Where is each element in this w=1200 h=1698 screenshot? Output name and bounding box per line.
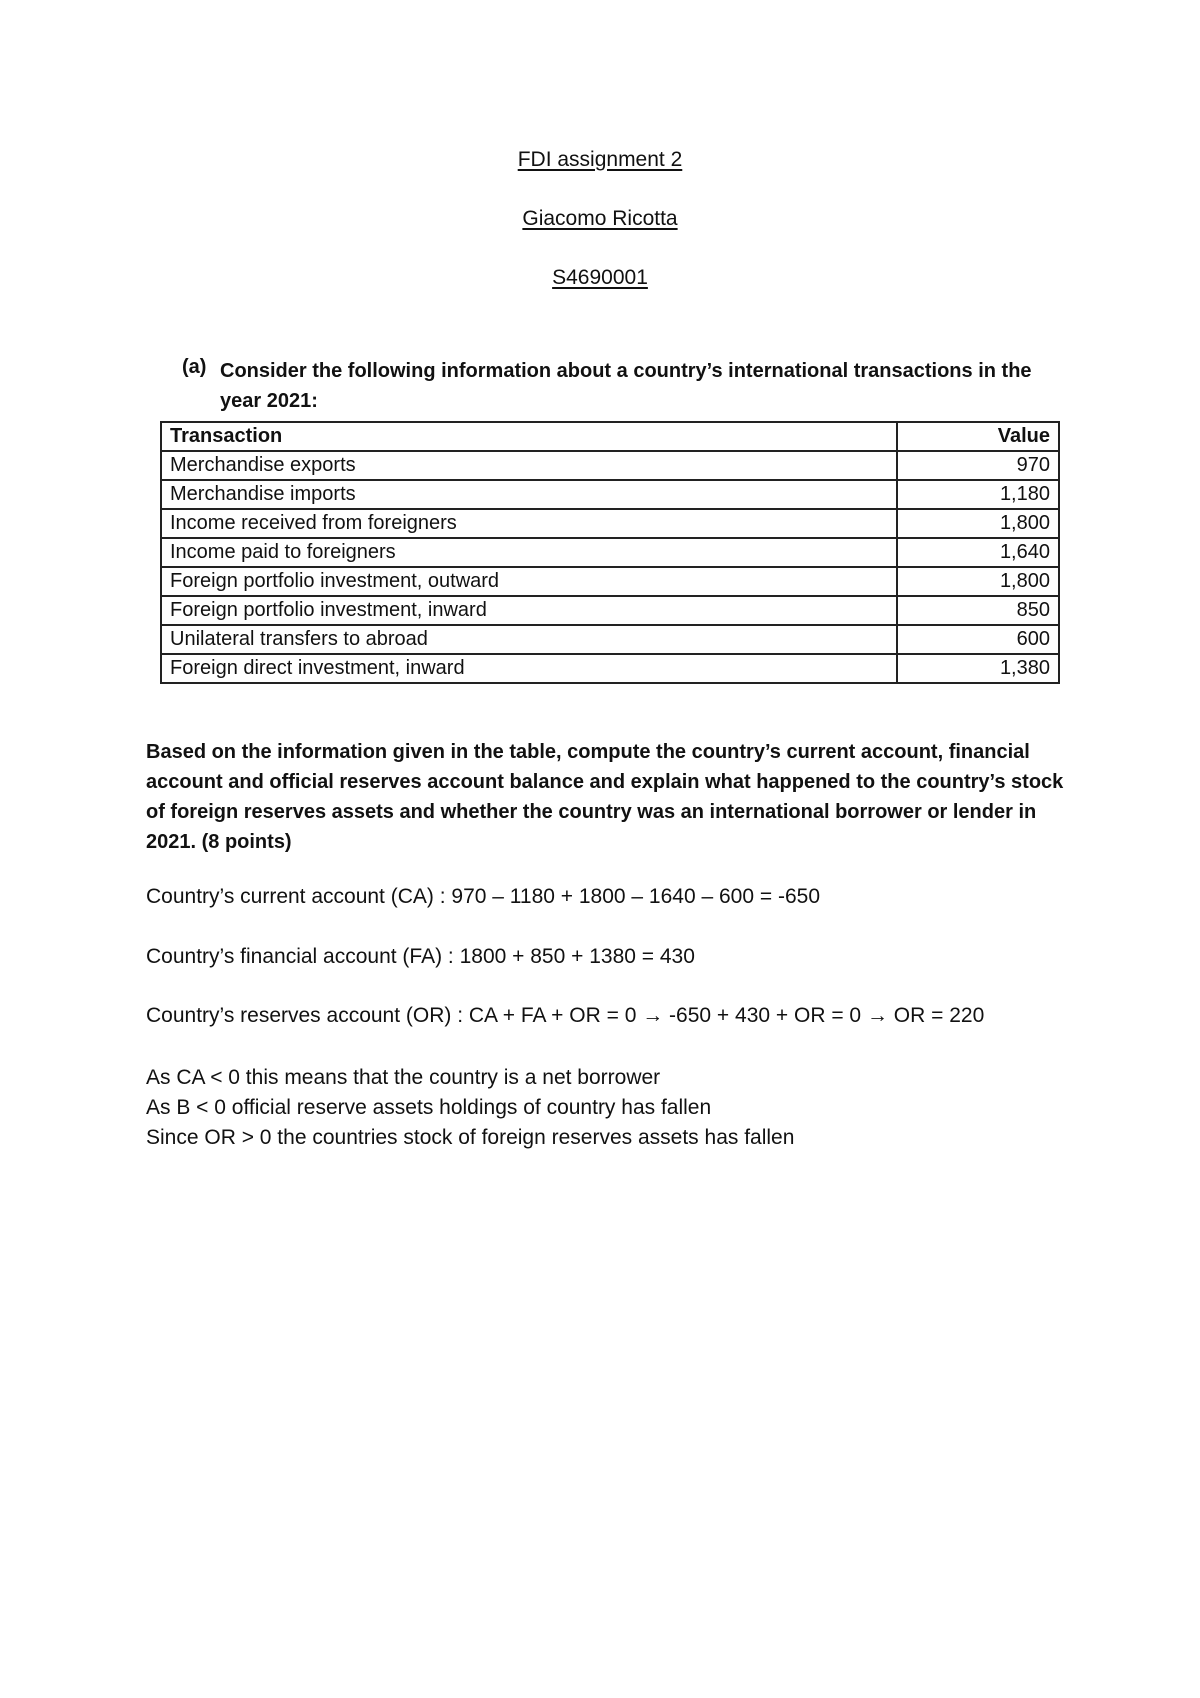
table-row: [161, 538, 1059, 567]
table-row: [161, 480, 1059, 509]
header-transaction: Transaction: [161, 422, 897, 451]
document-title: FDI assignment 2: [517, 148, 683, 171]
transaction-cell: Income paid to foreigners: [161, 538, 897, 567]
transaction-cell: Merchandise exports: [161, 451, 897, 480]
table-header-row: [161, 422, 1059, 451]
table-row: [161, 567, 1059, 596]
transactions-table: [160, 421, 1060, 684]
transaction-cell: Income received from foreigners: [161, 509, 897, 538]
table-row: [161, 451, 1059, 480]
transaction-cell: Merchandise imports: [161, 480, 897, 509]
value-cell: 1,180: [897, 480, 1059, 509]
conclusion-line: Since OR > 0 the countries stock of foreign reserves assets has fallen: [146, 1126, 795, 1149]
author-name: Giacomo Ricotta: [522, 207, 678, 230]
value-cell: 850: [897, 596, 1059, 625]
conclusions-block: [146, 1063, 794, 1153]
value-cell: 1,380: [897, 654, 1059, 683]
student-id: S4690001: [552, 266, 648, 289]
table-row: [161, 509, 1059, 538]
transaction-cell: Foreign portfolio investment, outward: [161, 567, 897, 596]
value-cell: 1,800: [897, 567, 1059, 596]
table-row: [161, 625, 1059, 654]
transaction-cell: Unilateral transfers to abroad: [161, 625, 897, 654]
value-cell: 1,640: [897, 538, 1059, 567]
financial-account-answer: Country’s financial account (FA) : 1800 + 850 + 1380 = 430: [146, 945, 695, 968]
value-cell: 1,800: [897, 509, 1059, 538]
current-account-answer: Country’s current account (CA) : 970 – 1180 + 1800 – 1640 – 600 = -650: [146, 885, 820, 908]
transaction-cell: Foreign portfolio investment, inward: [161, 596, 897, 625]
question-text: Consider the following information about a country’s international transactions in the year 2021:: [220, 360, 1032, 412]
value-cell: 600: [897, 625, 1059, 654]
transaction-cell: Foreign direct investment, inward: [161, 654, 897, 683]
conclusion-line: As B < 0 official reserve assets holdings of country has fallen: [146, 1096, 712, 1119]
question-label: (a): [182, 356, 207, 378]
conclusion-line: As CA < 0 this means that the country is a net borrower: [146, 1066, 661, 1089]
table-row: [161, 596, 1059, 625]
value-cell: 970: [897, 451, 1059, 480]
question-prompt: Based on the information given in the table, compute the country’s current account, financial account and official reserves account balance and explain what happened to the country’s stock of foreign reserves assets and whether the country was an international borrower or lender in 2021. (8 points): [146, 741, 1064, 853]
header-value: Value: [897, 422, 1059, 451]
reserves-account-answer: Country’s reserves account (OR) : CA + FA + OR = 0 → -650 + 430 + OR = 0 → OR = 220: [146, 1004, 985, 1027]
table-row: [161, 654, 1059, 683]
